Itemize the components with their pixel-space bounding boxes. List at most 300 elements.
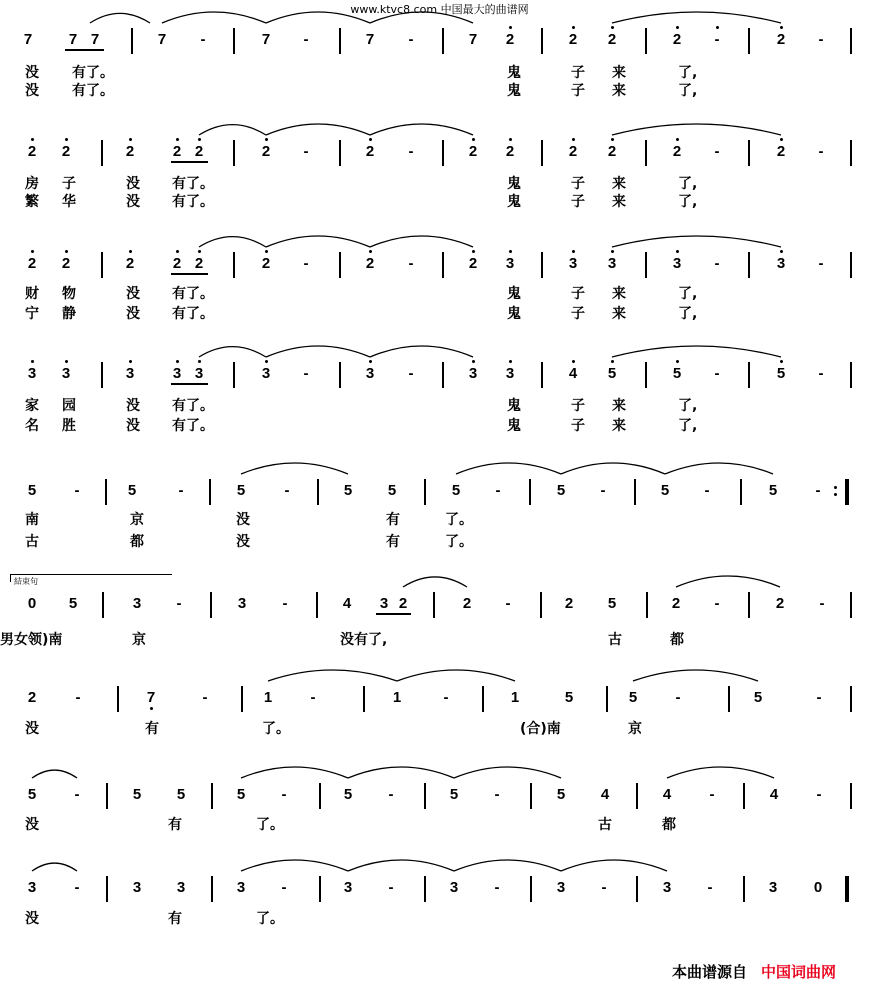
jianpu-note: 3 bbox=[568, 255, 578, 272]
slur bbox=[370, 346, 473, 357]
jianpu-note: 4 bbox=[769, 786, 779, 803]
jianpu-note: 3 bbox=[505, 255, 515, 272]
slur bbox=[397, 670, 515, 681]
bar-line bbox=[424, 783, 426, 809]
jianpu-note: 2 bbox=[365, 143, 375, 160]
bar-line bbox=[209, 479, 211, 505]
lyric-syllable: 有 bbox=[145, 721, 159, 737]
octave-dot bbox=[676, 138, 679, 141]
jianpu-note: 7 bbox=[365, 31, 375, 48]
slur bbox=[612, 346, 781, 357]
bar-line bbox=[233, 362, 235, 388]
bar-line bbox=[339, 362, 341, 388]
jianpu-note: - bbox=[714, 255, 720, 272]
slur bbox=[241, 860, 348, 871]
jianpu-note: 3 bbox=[132, 879, 142, 896]
bar-line bbox=[740, 479, 742, 505]
lyric-syllable: 有了。 bbox=[172, 398, 214, 414]
jianpu-note: 2 bbox=[672, 143, 682, 160]
lyric-syllable: 鬼 bbox=[507, 83, 521, 99]
slur bbox=[612, 236, 781, 247]
bar-line bbox=[636, 783, 638, 809]
octave-dot bbox=[369, 360, 372, 363]
lyric-syllable: 男女领)南 bbox=[0, 632, 63, 648]
bar-line bbox=[606, 686, 608, 712]
lyric-syllable: 没 bbox=[126, 194, 140, 210]
jianpu-note: 3 bbox=[125, 365, 135, 382]
lyric-syllable: 古 bbox=[608, 632, 622, 648]
jianpu-note: 2 bbox=[462, 595, 472, 612]
lyric-syllable: 京 bbox=[132, 632, 146, 648]
jianpu-note: 3 bbox=[237, 595, 247, 612]
octave-dot bbox=[198, 250, 201, 253]
jianpu-note: 2 bbox=[398, 595, 408, 612]
jianpu-note: 7 bbox=[90, 31, 100, 48]
octave-dot bbox=[780, 138, 783, 141]
lyric-syllable: 有 bbox=[386, 512, 400, 528]
jianpu-note: - bbox=[714, 31, 720, 48]
octave-dot-low bbox=[150, 707, 153, 710]
jianpu-note: 2 bbox=[775, 595, 785, 612]
jianpu-note: - bbox=[408, 31, 414, 48]
lyric-syllable: 了, bbox=[678, 306, 698, 322]
lyric-syllable: 来 bbox=[612, 286, 626, 302]
slur bbox=[665, 463, 773, 474]
jianpu-note: 4 bbox=[342, 595, 352, 612]
jianpu-note: 7 bbox=[23, 31, 33, 48]
jianpu-note: - bbox=[303, 31, 309, 48]
jianpu-note: 5 bbox=[451, 482, 461, 499]
jianpu-note: 5 bbox=[776, 365, 786, 382]
octave-dot bbox=[198, 138, 201, 141]
jianpu-note: 0 bbox=[27, 595, 37, 612]
lyric-syllable: 有 bbox=[168, 817, 182, 833]
slur bbox=[241, 767, 348, 778]
octave-dot bbox=[572, 250, 575, 253]
lyric-syllable: 子 bbox=[571, 194, 585, 210]
jianpu-note: 3 bbox=[132, 595, 142, 612]
bar-line bbox=[645, 362, 647, 388]
jianpu-note: 3 bbox=[61, 365, 71, 382]
jianpu-note: 2 bbox=[27, 689, 37, 706]
jianpu-note: - bbox=[818, 31, 824, 48]
slur bbox=[633, 670, 758, 681]
bar-line bbox=[743, 876, 745, 902]
bar-line bbox=[339, 252, 341, 278]
octave-dot bbox=[129, 360, 132, 363]
bar-line bbox=[748, 362, 750, 388]
octave-dot bbox=[65, 360, 68, 363]
slur bbox=[32, 770, 77, 778]
bar-line bbox=[748, 28, 750, 54]
octave-dot bbox=[676, 26, 679, 29]
bar-line bbox=[743, 783, 745, 809]
jianpu-note: 5 bbox=[236, 786, 246, 803]
octave-dot bbox=[572, 360, 575, 363]
jianpu-note: 3 bbox=[236, 879, 246, 896]
lyric-syllable: 宁 bbox=[25, 306, 39, 322]
bar-line bbox=[211, 783, 213, 809]
jianpu-note: - bbox=[408, 365, 414, 382]
lyric-syllable: 有 bbox=[168, 911, 182, 927]
octave-dot bbox=[611, 360, 614, 363]
bar-line bbox=[541, 252, 543, 278]
jianpu-note: - bbox=[714, 365, 720, 382]
jianpu-note: - bbox=[818, 365, 824, 382]
jianpu-note: - bbox=[709, 786, 715, 803]
jianpu-note: 2 bbox=[505, 31, 515, 48]
bar-line bbox=[850, 28, 852, 54]
octave-dot bbox=[676, 250, 679, 253]
lyric-syllable: 华 bbox=[62, 194, 76, 210]
bar-line bbox=[131, 28, 133, 54]
lyric-syllable: 没有了, bbox=[340, 632, 388, 648]
slur bbox=[370, 12, 473, 23]
jianpu-note: - bbox=[818, 255, 824, 272]
lyric-syllable: 古 bbox=[598, 817, 612, 833]
slur bbox=[266, 236, 370, 247]
jianpu-note: 5 bbox=[343, 786, 353, 803]
slur bbox=[348, 860, 454, 871]
slur bbox=[676, 576, 780, 587]
lyric-syllable: 没 bbox=[126, 306, 140, 322]
jianpu-note: - bbox=[200, 31, 206, 48]
jianpu-note: - bbox=[75, 689, 81, 706]
octave-dot bbox=[676, 360, 679, 363]
lyric-syllable: 了。 bbox=[256, 911, 284, 927]
lyric-syllable: 京 bbox=[130, 512, 144, 528]
slur bbox=[561, 463, 665, 474]
slur bbox=[456, 463, 561, 474]
jianpu-note: 5 bbox=[449, 786, 459, 803]
lyric-syllable: 古 bbox=[25, 534, 39, 550]
bar-line bbox=[442, 140, 444, 166]
jianpu-note: - bbox=[494, 879, 500, 896]
jianpu-note: 2 bbox=[468, 143, 478, 160]
jianpu-note: 5 bbox=[607, 595, 617, 612]
jianpu-note: - bbox=[675, 689, 681, 706]
jianpu-note: 5 bbox=[343, 482, 353, 499]
jianpu-note: - bbox=[818, 143, 824, 160]
jianpu-note: - bbox=[714, 595, 720, 612]
lyric-syllable: 没 bbox=[25, 65, 39, 81]
octave-dot bbox=[265, 360, 268, 363]
slur bbox=[454, 767, 561, 778]
slur bbox=[199, 347, 266, 357]
slur bbox=[348, 767, 454, 778]
jianpu-note: 3 bbox=[261, 365, 271, 382]
jianpu-note: 2 bbox=[261, 255, 271, 272]
jianpu-note: - bbox=[284, 482, 290, 499]
lyric-syllable: 子 bbox=[571, 65, 585, 81]
jianpu-note: - bbox=[816, 786, 822, 803]
jianpu-note: 4 bbox=[662, 786, 672, 803]
jianpu-note: 3 bbox=[768, 879, 778, 896]
bar-line bbox=[748, 252, 750, 278]
jianpu-note: - bbox=[74, 879, 80, 896]
bar-line bbox=[233, 28, 235, 54]
lyric-syllable: 了, bbox=[678, 83, 698, 99]
octave-dot bbox=[780, 360, 783, 363]
octave-dot bbox=[509, 360, 512, 363]
final-bar-line bbox=[845, 876, 849, 902]
bar-line bbox=[442, 362, 444, 388]
jianpu-note: 7 bbox=[157, 31, 167, 48]
lyric-syllable: 有了。 bbox=[72, 83, 114, 99]
lyric-syllable: 了, bbox=[678, 418, 698, 434]
jianpu-note: 5 bbox=[660, 482, 670, 499]
lyric-syllable: 来 bbox=[612, 418, 626, 434]
lyric-syllable: 来 bbox=[612, 176, 626, 192]
lyric-syllable: 了, bbox=[678, 398, 698, 414]
octave-dot bbox=[176, 360, 179, 363]
beat-underline bbox=[171, 161, 208, 163]
lyric-syllable: 子 bbox=[571, 418, 585, 434]
bar-line bbox=[210, 592, 212, 618]
lyric-syllable: 子 bbox=[571, 286, 585, 302]
lyric-syllable: 没 bbox=[126, 286, 140, 302]
lyric-syllable: 有了。 bbox=[72, 65, 114, 81]
lyric-syllable: 有了。 bbox=[172, 176, 214, 192]
bar-line bbox=[363, 686, 365, 712]
bar-line bbox=[317, 479, 319, 505]
slur bbox=[162, 12, 266, 23]
jianpu-note: 5 bbox=[628, 689, 638, 706]
beat-underline bbox=[65, 49, 104, 51]
jianpu-note: 1 bbox=[392, 689, 402, 706]
repeat-dot bbox=[834, 486, 837, 489]
beat-underline bbox=[376, 613, 411, 615]
bar-line bbox=[211, 876, 213, 902]
lyric-syllable: 来 bbox=[612, 83, 626, 99]
octave-dot bbox=[780, 250, 783, 253]
jianpu-note: 3 bbox=[176, 879, 186, 896]
jianpu-note: - bbox=[202, 689, 208, 706]
bar-line bbox=[105, 479, 107, 505]
lyric-syllable: 房 bbox=[25, 176, 39, 192]
jianpu-note: - bbox=[74, 482, 80, 499]
jianpu-note: 3 bbox=[607, 255, 617, 272]
lyric-syllable: 了。 bbox=[262, 721, 290, 737]
lyric-syllable: 南 bbox=[25, 512, 39, 528]
jianpu-note: - bbox=[408, 143, 414, 160]
jianpu-note: - bbox=[303, 143, 309, 160]
lyric-syllable: 了, bbox=[678, 176, 698, 192]
jianpu-note: - bbox=[176, 595, 182, 612]
bar-line bbox=[106, 783, 108, 809]
jianpu-note: - bbox=[282, 595, 288, 612]
lyric-syllable: 财 bbox=[25, 286, 39, 302]
jianpu-note: 5 bbox=[236, 482, 246, 499]
slur bbox=[454, 860, 561, 871]
bar-line bbox=[530, 783, 532, 809]
jianpu-note: - bbox=[443, 689, 449, 706]
bar-line bbox=[850, 783, 852, 809]
jianpu-note: - bbox=[408, 255, 414, 272]
jianpu-note: - bbox=[303, 255, 309, 272]
lyric-syllable: 没 bbox=[126, 176, 140, 192]
lyric-syllable: 来 bbox=[612, 194, 626, 210]
jianpu-note: - bbox=[281, 786, 287, 803]
source-brand[interactable]: 中国词曲网 bbox=[761, 963, 837, 981]
slur bbox=[268, 670, 397, 681]
bar-line bbox=[102, 592, 104, 618]
slur bbox=[667, 767, 774, 778]
bar-line bbox=[541, 140, 543, 166]
bar-line bbox=[529, 479, 531, 505]
octave-dot bbox=[572, 26, 575, 29]
jianpu-note: - bbox=[495, 482, 501, 499]
bar-line bbox=[424, 479, 426, 505]
bar-line bbox=[541, 362, 543, 388]
octave-dot bbox=[65, 138, 68, 141]
jianpu-note: - bbox=[303, 365, 309, 382]
lyric-syllable: 子 bbox=[62, 176, 76, 192]
lyric-syllable: 了。 bbox=[445, 512, 473, 528]
lyric-syllable: 都 bbox=[130, 534, 144, 550]
jianpu-note: 5 bbox=[176, 786, 186, 803]
bar-line bbox=[117, 686, 119, 712]
octave-dot bbox=[265, 138, 268, 141]
lyric-syllable: 子 bbox=[571, 176, 585, 192]
octave-dot bbox=[31, 250, 34, 253]
bar-line bbox=[850, 140, 852, 166]
lyric-syllable: 家 bbox=[25, 398, 39, 414]
octave-dot bbox=[129, 250, 132, 253]
lyric-syllable: 子 bbox=[571, 306, 585, 322]
section-bracket bbox=[10, 574, 172, 575]
jianpu-note: 3 bbox=[662, 879, 672, 896]
bar-line bbox=[101, 140, 103, 166]
octave-dot bbox=[176, 138, 179, 141]
lyric-syllable: 静 bbox=[62, 306, 76, 322]
lyric-syllable: 了。 bbox=[445, 534, 473, 550]
jianpu-note: 2 bbox=[468, 255, 478, 272]
octave-dot bbox=[509, 138, 512, 141]
octave-dot bbox=[716, 26, 719, 29]
final-bar-line bbox=[845, 479, 849, 505]
slur bbox=[370, 236, 473, 247]
bar-line bbox=[645, 28, 647, 54]
slur bbox=[266, 12, 370, 23]
jianpu-note: 3 bbox=[343, 879, 353, 896]
bar-line bbox=[433, 592, 435, 618]
jianpu-note: - bbox=[819, 595, 825, 612]
jianpu-note: 2 bbox=[172, 143, 182, 160]
beat-underline bbox=[171, 383, 208, 385]
jianpu-note: - bbox=[815, 482, 821, 499]
lyric-syllable: 物 bbox=[62, 286, 76, 302]
lyric-syllable: 鬼 bbox=[507, 176, 521, 192]
lyric-syllable: 繁 bbox=[25, 194, 39, 210]
bar-line bbox=[646, 592, 648, 618]
jianpu-note: 3 bbox=[365, 365, 375, 382]
jianpu-note: 2 bbox=[27, 255, 37, 272]
jianpu-note: 2 bbox=[776, 31, 786, 48]
jianpu-note: 2 bbox=[261, 143, 271, 160]
jianpu-note: 1 bbox=[263, 689, 273, 706]
slur bbox=[266, 124, 370, 135]
octave-dot bbox=[509, 26, 512, 29]
jianpu-note: - bbox=[74, 786, 80, 803]
lyric-syllable: 来 bbox=[612, 65, 626, 81]
jianpu-note: 3 bbox=[27, 879, 37, 896]
jianpu-note: 2 bbox=[776, 143, 786, 160]
jianpu-note: 7 bbox=[261, 31, 271, 48]
jianpu-note: 2 bbox=[568, 143, 578, 160]
jianpu-note: 5 bbox=[27, 786, 37, 803]
lyric-syllable: 没 bbox=[25, 83, 39, 99]
jianpu-note: - bbox=[505, 595, 511, 612]
lyric-syllable: 子 bbox=[571, 83, 585, 99]
jianpu-note: 2 bbox=[172, 255, 182, 272]
slur bbox=[241, 463, 348, 474]
jianpu-note: 2 bbox=[564, 595, 574, 612]
lyric-syllable: 鬼 bbox=[507, 398, 521, 414]
bar-line bbox=[850, 252, 852, 278]
bar-line bbox=[233, 252, 235, 278]
slur bbox=[199, 125, 266, 135]
source-label: 本曲谱源自 bbox=[672, 963, 748, 981]
jianpu-note: 2 bbox=[194, 255, 204, 272]
lyric-syllable: 鬼 bbox=[507, 418, 521, 434]
lyric-syllable: 了, bbox=[678, 194, 698, 210]
jianpu-note: - bbox=[601, 879, 607, 896]
lyric-syllable: 了。 bbox=[256, 817, 284, 833]
lyric-syllable: 没 bbox=[236, 512, 250, 528]
slur bbox=[90, 13, 150, 23]
bar-line bbox=[540, 592, 542, 618]
slur bbox=[266, 346, 370, 357]
jianpu-note: - bbox=[704, 482, 710, 499]
jianpu-note: 3 bbox=[194, 365, 204, 382]
section-bracket-end bbox=[10, 574, 11, 582]
jianpu-note: 2 bbox=[607, 143, 617, 160]
jianpu-note: - bbox=[388, 786, 394, 803]
jianpu-note: 3 bbox=[672, 255, 682, 272]
jianpu-note: 5 bbox=[556, 786, 566, 803]
jianpu-note: 3 bbox=[172, 365, 182, 382]
jianpu-note: 5 bbox=[68, 595, 78, 612]
octave-dot bbox=[509, 250, 512, 253]
octave-dot bbox=[572, 138, 575, 141]
jianpu-note: 2 bbox=[61, 143, 71, 160]
jianpu-note: 3 bbox=[776, 255, 786, 272]
lyric-syllable: 鬼 bbox=[507, 194, 521, 210]
bar-line bbox=[101, 252, 103, 278]
bar-line bbox=[482, 686, 484, 712]
lyric-syllable: 有了。 bbox=[172, 418, 214, 434]
lyric-syllable: 没 bbox=[126, 418, 140, 434]
jianpu-note: - bbox=[281, 879, 287, 896]
lyric-syllable: 来 bbox=[612, 398, 626, 414]
jianpu-note: 3 bbox=[505, 365, 515, 382]
slur bbox=[32, 863, 77, 871]
bar-line bbox=[339, 28, 341, 54]
lyric-syllable: 胜 bbox=[62, 418, 76, 434]
lyric-syllable: 都 bbox=[662, 817, 676, 833]
bar-line bbox=[541, 28, 543, 54]
lyric-syllable: 鬼 bbox=[507, 65, 521, 81]
jianpu-note: 2 bbox=[671, 595, 681, 612]
watermark-text: www.ktvc8.com 中国最大的曲谱网 bbox=[350, 3, 529, 16]
section-tag: 結束句 bbox=[14, 577, 38, 586]
beat-underline bbox=[171, 273, 208, 275]
jianpu-note: 2 bbox=[125, 255, 135, 272]
octave-dot bbox=[65, 250, 68, 253]
bar-line bbox=[442, 252, 444, 278]
repeat-dot bbox=[834, 493, 837, 496]
